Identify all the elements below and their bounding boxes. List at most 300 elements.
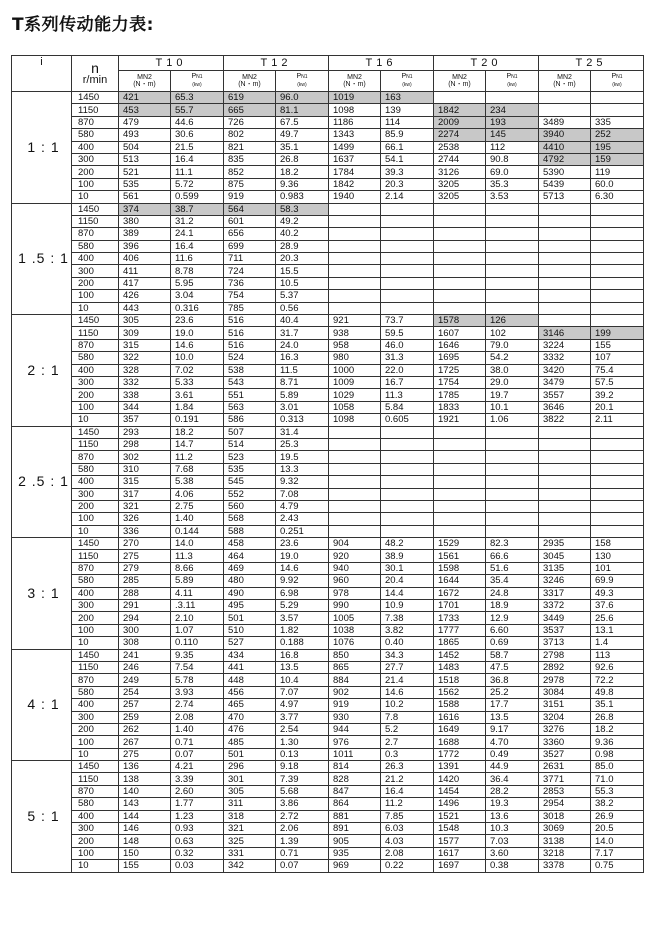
table-row [12, 376, 644, 388]
power-cell: 16.7 [381, 376, 434, 388]
power-cell: 28.9 [276, 240, 329, 252]
power-cell: 2.60 [171, 785, 224, 797]
power-cell: 8.71 [276, 376, 329, 388]
power-cell: 29.0 [486, 376, 539, 388]
torque-cell: 1454 [434, 785, 486, 797]
torque-cell: 3084 [539, 686, 591, 698]
power-cell: 5.89 [171, 575, 224, 587]
power-unit: (kw) [402, 82, 412, 88]
torque-cell [539, 92, 591, 104]
torque-cell: 835 [224, 153, 276, 165]
torque-cell: 516 [224, 327, 276, 339]
torque-cell: 317 [119, 488, 171, 500]
torque-cell: 308 [119, 637, 171, 649]
power-cell [381, 228, 434, 240]
torque-cell: 501 [224, 748, 276, 760]
power-cell: 69.0 [486, 166, 539, 178]
power-cell: 0.56 [276, 302, 329, 314]
torque-cell: 958 [329, 339, 381, 351]
power-cell [591, 500, 644, 512]
torque-cell [539, 104, 591, 116]
power-cell: 0.191 [171, 414, 224, 426]
speed-cell: 400 [72, 253, 119, 265]
torque-cell: 3205 [434, 191, 486, 203]
torque-cell: 699 [224, 240, 276, 252]
torque-cell: 978 [329, 587, 381, 599]
power-cell: 7.39 [276, 773, 329, 785]
power-cell: 5.72 [171, 178, 224, 190]
torque-cell: 485 [224, 736, 276, 748]
power-cell: 31.2 [171, 215, 224, 227]
power-cell [486, 488, 539, 500]
power-cell: 4.21 [171, 761, 224, 773]
torque-cell: 315 [119, 476, 171, 488]
power-cell [591, 265, 644, 277]
torque-cell [539, 215, 591, 227]
table-row [12, 476, 644, 488]
power-cell: 2.75 [171, 500, 224, 512]
torque-cell [539, 203, 591, 215]
power-symbol: P [401, 73, 407, 80]
torque-cell: 321 [224, 823, 276, 835]
table-row [12, 661, 644, 673]
power-cell [486, 228, 539, 240]
power-cell: 2.43 [276, 513, 329, 525]
torque-cell: 1548 [434, 823, 486, 835]
power-cell: 0.63 [171, 835, 224, 847]
torque-cell: 1940 [329, 191, 381, 203]
torque-cell [539, 228, 591, 240]
torque-cell: 262 [119, 723, 171, 735]
power-cell [591, 451, 644, 463]
torque-cell: 465 [224, 699, 276, 711]
power-cell: 0.40 [381, 637, 434, 649]
power-cell: 16.4 [171, 153, 224, 165]
speed-cell: 300 [72, 376, 119, 388]
power-cell: 10.5 [276, 277, 329, 289]
power-cell [591, 253, 644, 265]
torque-cell: 3224 [539, 339, 591, 351]
power-cell: 2.08 [171, 711, 224, 723]
power-subscript: N1 [301, 74, 308, 80]
torque-unit: (N・m) [448, 81, 471, 88]
torque-cell: 665 [224, 104, 276, 116]
table-row [12, 835, 644, 847]
torque-cell: 1784 [329, 166, 381, 178]
torque-cell: 2853 [539, 785, 591, 797]
torque-cell [539, 476, 591, 488]
torque-cell: 150 [119, 847, 171, 859]
torque-cell: 3646 [539, 401, 591, 413]
torque-cell [434, 438, 486, 450]
torque-cell: 513 [119, 153, 171, 165]
power-cell: 2.06 [276, 823, 329, 835]
power-cell [381, 463, 434, 475]
table-row [12, 823, 644, 835]
torque-cell: 1343 [329, 129, 381, 141]
power-cell: 0.110 [171, 637, 224, 649]
power-cell: 18.2 [171, 426, 224, 438]
power-cell: 66.1 [381, 141, 434, 153]
torque-cell: 1499 [329, 141, 381, 153]
power-cell: 48.2 [381, 538, 434, 550]
power-cell: 1.77 [171, 798, 224, 810]
speed-cell: 580 [72, 129, 119, 141]
torque-cell: 325 [224, 835, 276, 847]
power-cell [486, 426, 539, 438]
power-cell: 23.6 [171, 315, 224, 327]
table-row [12, 92, 644, 104]
speed-cell: 400 [72, 141, 119, 153]
speed-cell: 10 [72, 525, 119, 537]
speed-cell: 100 [72, 401, 119, 413]
torque-cell: 1561 [434, 550, 486, 562]
power-cell: 130 [591, 550, 644, 562]
torque-cell [434, 277, 486, 289]
torque-cell: 336 [119, 525, 171, 537]
power-cell: 1.4 [591, 637, 644, 649]
speed-cell: 1450 [72, 426, 119, 438]
torque-cell: 904 [329, 538, 381, 550]
torque-cell: 326 [119, 513, 171, 525]
torque-cell: 935 [329, 847, 381, 859]
torque-cell: 980 [329, 352, 381, 364]
power-cell: 0.71 [276, 847, 329, 859]
torque-cell: 1772 [434, 748, 486, 760]
torque-cell [434, 290, 486, 302]
power-cell: 14.4 [381, 587, 434, 599]
series-header: T20 [434, 56, 539, 71]
torque-cell: 480 [224, 575, 276, 587]
power-cell: 0.313 [276, 414, 329, 426]
speed-cell: 1450 [72, 315, 119, 327]
power-cell: 31.7 [276, 327, 329, 339]
torque-cell: 3018 [539, 810, 591, 822]
torque-cell: 1921 [434, 414, 486, 426]
torque-cell: 1646 [434, 339, 486, 351]
power-cell: 20.4 [381, 575, 434, 587]
torque-cell: 321 [119, 500, 171, 512]
power-cell: 16.3 [276, 352, 329, 364]
torque-cell: 828 [329, 773, 381, 785]
torque-cell [539, 253, 591, 265]
power-cell [486, 92, 539, 104]
power-cell: 22.0 [381, 364, 434, 376]
power-cell: 3.82 [381, 624, 434, 636]
torque-cell: 1616 [434, 711, 486, 723]
power-symbol: P [191, 73, 197, 80]
power-cell: 5.84 [381, 401, 434, 413]
torque-cell [434, 488, 486, 500]
power-cell: 4.79 [276, 500, 329, 512]
torque-cell: 4410 [539, 141, 591, 153]
power-cell: 10.1 [486, 401, 539, 413]
torque-cell [539, 265, 591, 277]
torque-cell: 524 [224, 352, 276, 364]
torque-cell: 1496 [434, 798, 486, 810]
power-cell: 35.1 [591, 699, 644, 711]
torque-cell: 3527 [539, 748, 591, 760]
torque-cell: 411 [119, 265, 171, 277]
power-cell: 5.29 [276, 600, 329, 612]
speed-cell: 100 [72, 290, 119, 302]
power-cell: 21.5 [171, 141, 224, 153]
torque-cell: 1617 [434, 847, 486, 859]
power-cell: 8.66 [171, 562, 224, 574]
torque-cell: 1697 [434, 860, 486, 872]
speed-cell: 10 [72, 414, 119, 426]
power-cell: 54.2 [486, 352, 539, 364]
power-cell: 24.8 [486, 587, 539, 599]
power-cell: 2.54 [276, 723, 329, 735]
table-row [12, 203, 644, 215]
torque-unit-header [329, 71, 381, 92]
power-cell: 8.78 [171, 265, 224, 277]
torque-cell: 357 [119, 414, 171, 426]
torque-cell: 254 [119, 686, 171, 698]
power-cell: 5.33 [171, 376, 224, 388]
ratio-cell: 1 : 1 [12, 92, 72, 204]
table-row [12, 500, 644, 512]
torque-unit-header [434, 71, 486, 92]
power-cell: 2.08 [381, 847, 434, 859]
table-row [12, 612, 644, 624]
torque-cell: 1725 [434, 364, 486, 376]
torque-cell: 495 [224, 600, 276, 612]
torque-cell: 3940 [539, 129, 591, 141]
power-cell [591, 104, 644, 116]
power-cell: 20.5 [591, 823, 644, 835]
power-cell: 0.07 [276, 860, 329, 872]
torque-cell: 969 [329, 860, 381, 872]
power-cell: 11.1 [171, 166, 224, 178]
torque-cell: 464 [224, 550, 276, 562]
torque-cell [539, 500, 591, 512]
power-cell: 44.9 [486, 761, 539, 773]
speed-cell: 100 [72, 847, 119, 859]
speed-cell: 10 [72, 860, 119, 872]
torque-cell [434, 253, 486, 265]
torque-cell: 919 [224, 191, 276, 203]
power-cell [591, 92, 644, 104]
power-cell: 71.0 [591, 773, 644, 785]
torque-cell: 920 [329, 550, 381, 562]
torque-cell: 1588 [434, 699, 486, 711]
power-cell: 7.08 [276, 488, 329, 500]
power-cell: 18.9 [486, 600, 539, 612]
speed-cell: 200 [72, 277, 119, 289]
table-row [12, 562, 644, 574]
power-cell: 3.57 [276, 612, 329, 624]
torque-cell [434, 240, 486, 252]
power-cell [486, 215, 539, 227]
power-cell: 0.144 [171, 525, 224, 537]
power-symbol: P [611, 73, 617, 80]
torque-cell: 291 [119, 600, 171, 612]
power-cell: 5.68 [276, 785, 329, 797]
power-cell [486, 476, 539, 488]
torque-cell: 1842 [434, 104, 486, 116]
power-cell: 85.0 [591, 761, 644, 773]
torque-cell: 1521 [434, 810, 486, 822]
torque-cell: 1098 [329, 104, 381, 116]
speed-cell: 1150 [72, 327, 119, 339]
torque-cell: 619 [224, 92, 276, 104]
torque-cell [434, 513, 486, 525]
power-unit: (kw) [507, 82, 517, 88]
torque-cell [329, 476, 381, 488]
torque-cell: 3489 [539, 116, 591, 128]
torque-cell: 296 [224, 761, 276, 773]
power-cell [486, 463, 539, 475]
torque-cell [434, 92, 486, 104]
power-cell: 49.7 [276, 129, 329, 141]
power-cell: 4.97 [276, 699, 329, 711]
table-row [12, 389, 644, 401]
speed-cell: 1150 [72, 438, 119, 450]
power-cell: 11.2 [171, 451, 224, 463]
power-cell: 1.40 [171, 513, 224, 525]
torque-cell: 456 [224, 686, 276, 698]
torque-cell: 976 [329, 736, 381, 748]
torque-cell: 1695 [434, 352, 486, 364]
power-cell [591, 513, 644, 525]
power-cell [381, 203, 434, 215]
speed-cell: 300 [72, 153, 119, 165]
torque-cell: 5390 [539, 166, 591, 178]
ratio-cell: 3 : 1 [12, 538, 72, 650]
power-cell: 2.74 [171, 699, 224, 711]
power-cell: 4.70 [486, 736, 539, 748]
torque-cell: 3360 [539, 736, 591, 748]
torque-cell: 288 [119, 587, 171, 599]
torque-cell: 421 [119, 92, 171, 104]
torque-cell: 275 [119, 748, 171, 760]
power-cell: 72.2 [591, 674, 644, 686]
torque-cell: 138 [119, 773, 171, 785]
torque-cell: 2935 [539, 538, 591, 550]
speed-cell: 870 [72, 785, 119, 797]
table-row [12, 426, 644, 438]
speed-cell: 100 [72, 624, 119, 636]
torque-cell: 417 [119, 277, 171, 289]
torque-cell: 940 [329, 562, 381, 574]
speed-cell: 870 [72, 116, 119, 128]
power-cell: 58.7 [486, 649, 539, 661]
table-row [12, 290, 644, 302]
torque-cell: 561 [119, 191, 171, 203]
power-cell: 14.6 [171, 339, 224, 351]
power-cell: 126 [486, 315, 539, 327]
power-unit-header [486, 71, 539, 92]
power-cell: 60.0 [591, 178, 644, 190]
power-cell: 39.2 [591, 389, 644, 401]
power-cell: 163 [381, 92, 434, 104]
table-row [12, 327, 644, 339]
torque-cell: 864 [329, 798, 381, 810]
torque-cell: 426 [119, 290, 171, 302]
power-cell: 21.2 [381, 773, 434, 785]
speed-cell: 100 [72, 178, 119, 190]
table-row [12, 600, 644, 612]
torque-cell: 2744 [434, 153, 486, 165]
power-cell: 4.03 [381, 835, 434, 847]
ratio-header-label: i [40, 56, 43, 68]
torque-cell: 267 [119, 736, 171, 748]
ratio-cell: 4 : 1 [12, 649, 72, 761]
torque-cell: 523 [224, 451, 276, 463]
power-cell [381, 290, 434, 302]
table-row [12, 438, 644, 450]
power-cell [381, 265, 434, 277]
torque-cell [434, 228, 486, 240]
power-cell: 16.4 [171, 240, 224, 252]
power-cell: 75.4 [591, 364, 644, 376]
torque-label: MN2 [242, 74, 257, 81]
torque-cell: 516 [224, 315, 276, 327]
power-cell: 0.75 [591, 860, 644, 872]
power-cell: 19.0 [276, 550, 329, 562]
torque-cell: 1777 [434, 624, 486, 636]
ratio-cell: 2 : 1 [12, 315, 72, 427]
power-cell: 7.02 [171, 364, 224, 376]
speed-cell: 200 [72, 500, 119, 512]
table-row [12, 215, 644, 227]
power-cell [381, 513, 434, 525]
power-cell [486, 290, 539, 302]
torque-cell: 146 [119, 823, 171, 835]
speed-cell: 870 [72, 228, 119, 240]
power-cell: 15.5 [276, 265, 329, 277]
power-cell: 2.14 [381, 191, 434, 203]
torque-cell: 1420 [434, 773, 486, 785]
series-header: T16 [329, 56, 434, 71]
power-cell: 199 [591, 327, 644, 339]
table-body [12, 92, 644, 873]
power-cell [381, 451, 434, 463]
torque-cell: 309 [119, 327, 171, 339]
power-cell [591, 488, 644, 500]
torque-cell: 938 [329, 327, 381, 339]
speed-cell: 1450 [72, 538, 119, 550]
table-row [12, 488, 644, 500]
power-cell: 1.40 [171, 723, 224, 735]
torque-cell [329, 513, 381, 525]
torque-cell: 1754 [434, 376, 486, 388]
torque-cell [539, 438, 591, 450]
torque-cell: 560 [224, 500, 276, 512]
torque-cell: 586 [224, 414, 276, 426]
power-cell: 145 [486, 129, 539, 141]
torque-cell [329, 240, 381, 252]
torque-cell: 305 [224, 785, 276, 797]
torque-cell: 249 [119, 674, 171, 686]
power-label [381, 73, 433, 81]
series-header: T12 [224, 56, 329, 71]
torque-cell: 1649 [434, 723, 486, 735]
torque-cell: 3537 [539, 624, 591, 636]
table-row [12, 711, 644, 723]
power-cell: 159 [591, 153, 644, 165]
power-cell: 7.03 [486, 835, 539, 847]
power-cell [381, 438, 434, 450]
speed-cell: 870 [72, 339, 119, 351]
torque-cell: 3205 [434, 178, 486, 190]
torque-cell: 802 [224, 129, 276, 141]
power-cell: 55.3 [591, 785, 644, 797]
torque-cell: 919 [329, 699, 381, 711]
power-cell: 9.36 [276, 178, 329, 190]
